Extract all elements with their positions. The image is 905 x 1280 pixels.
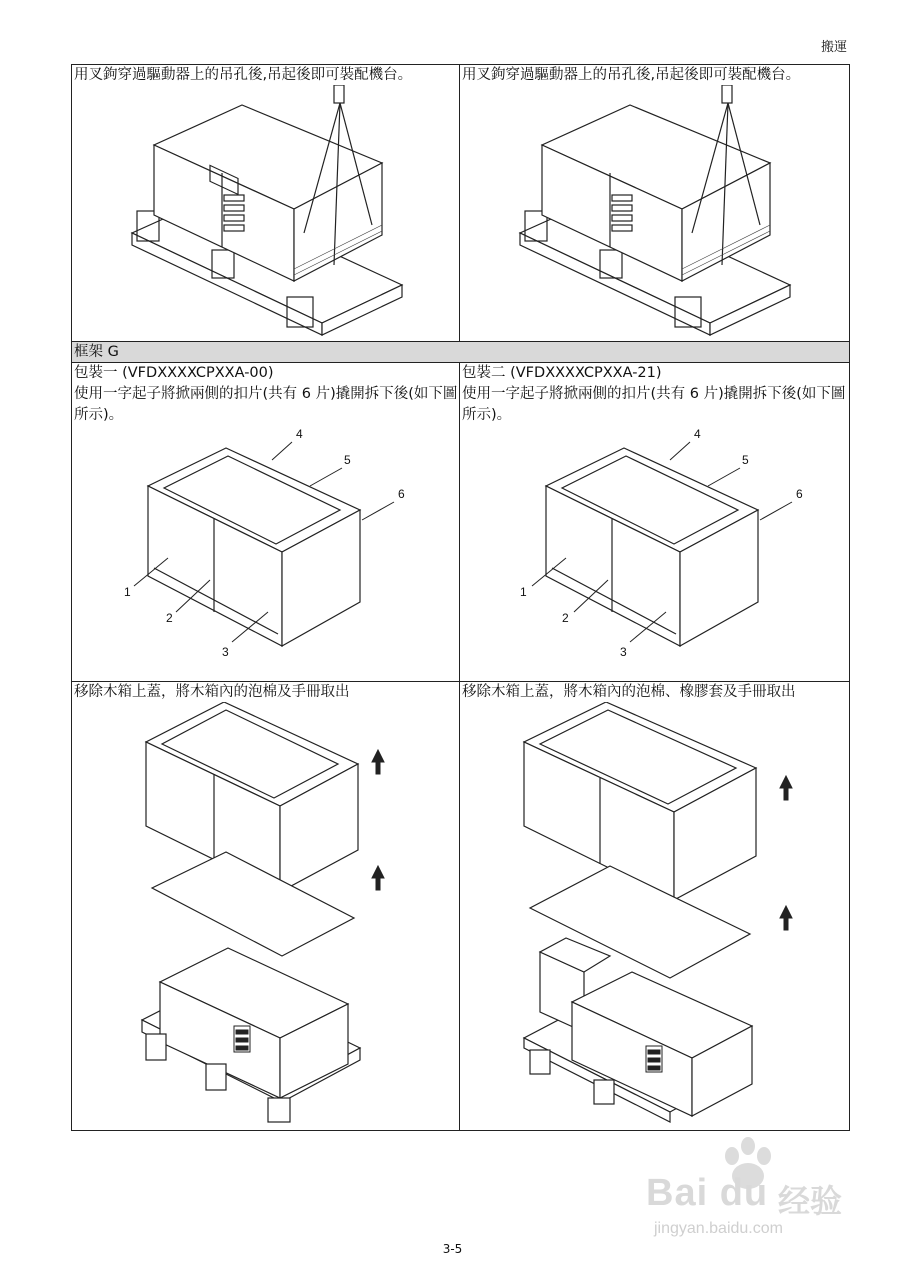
frame-row [72,342,850,363]
frame-label: 框架 G [72,342,850,363]
lifting-illustration-left [72,85,458,339]
watermark-brand-cn: 经验 [778,1182,843,1220]
callout-1: 1 [520,585,527,599]
callout-4: 4 [694,427,701,441]
cell-lifting-left [72,65,460,342]
callout-3: 3 [620,645,627,659]
package-2-description: 使用一字起子將掀兩側的扣片(共有 6 片)撬開拆下後(如下圖所示)。 [462,386,846,423]
lifting-caption-right: 用叉鉤穿過驅動器上的吊孔後,吊起後即可裝配機台。 [462,67,801,83]
baidu-watermark [636,1140,886,1240]
package-1-title: 包裝一 (VFDXXXXCPXXA-00) [74,365,274,381]
package-1-description: 使用一字起子將掀兩側的扣片(共有 6 片)撬開拆下後(如下圖所示)。 [74,386,458,423]
remove-lid-illustration-2 [460,702,848,1128]
remove-lid-caption-1: 移除木箱上蓋，將木箱內的泡棉及手冊取出 [74,684,350,700]
callout-6: 6 [796,487,803,501]
cell-lifting-right [460,65,850,342]
lifting-illustration-right [460,85,848,339]
watermark-url: jingyan.baidu.com [654,1220,783,1237]
row-lifting [72,65,850,342]
package-2-title: 包裝二 (VFDXXXXCPXXA-21) [462,365,662,381]
remove-lid-caption-2: 移除木箱上蓋，將木箱內的泡棉、橡膠套及手冊取出 [462,684,796,700]
section-header: 搬運 [820,40,847,55]
callout-2: 2 [166,611,173,625]
cell-package-1 [72,363,460,682]
cell-remove-lid-2 [460,682,850,1131]
remove-lid-illustration-1 [72,702,458,1128]
cell-remove-lid-1 [72,682,460,1131]
callout-4: 4 [296,427,303,441]
callout-3: 3 [222,645,229,659]
callout-5: 5 [742,453,749,467]
callout-2: 2 [562,611,569,625]
callout-5: 5 [344,453,351,467]
lifting-caption-left: 用叉鉤穿過驅動器上的吊孔後,吊起後即可裝配機台。 [74,67,413,83]
cell-package-2 [460,363,850,682]
callout-1: 1 [124,585,131,599]
page-number: 3-5 [442,1242,463,1256]
callout-6: 6 [398,487,405,501]
row-unpacking [72,363,850,682]
packing-table [71,64,850,1131]
row-remove-lid [72,682,850,1131]
crate-illustration-1 [72,426,458,676]
crate-illustration-2 [460,426,848,676]
watermark-brand: Bai du [646,1172,769,1214]
